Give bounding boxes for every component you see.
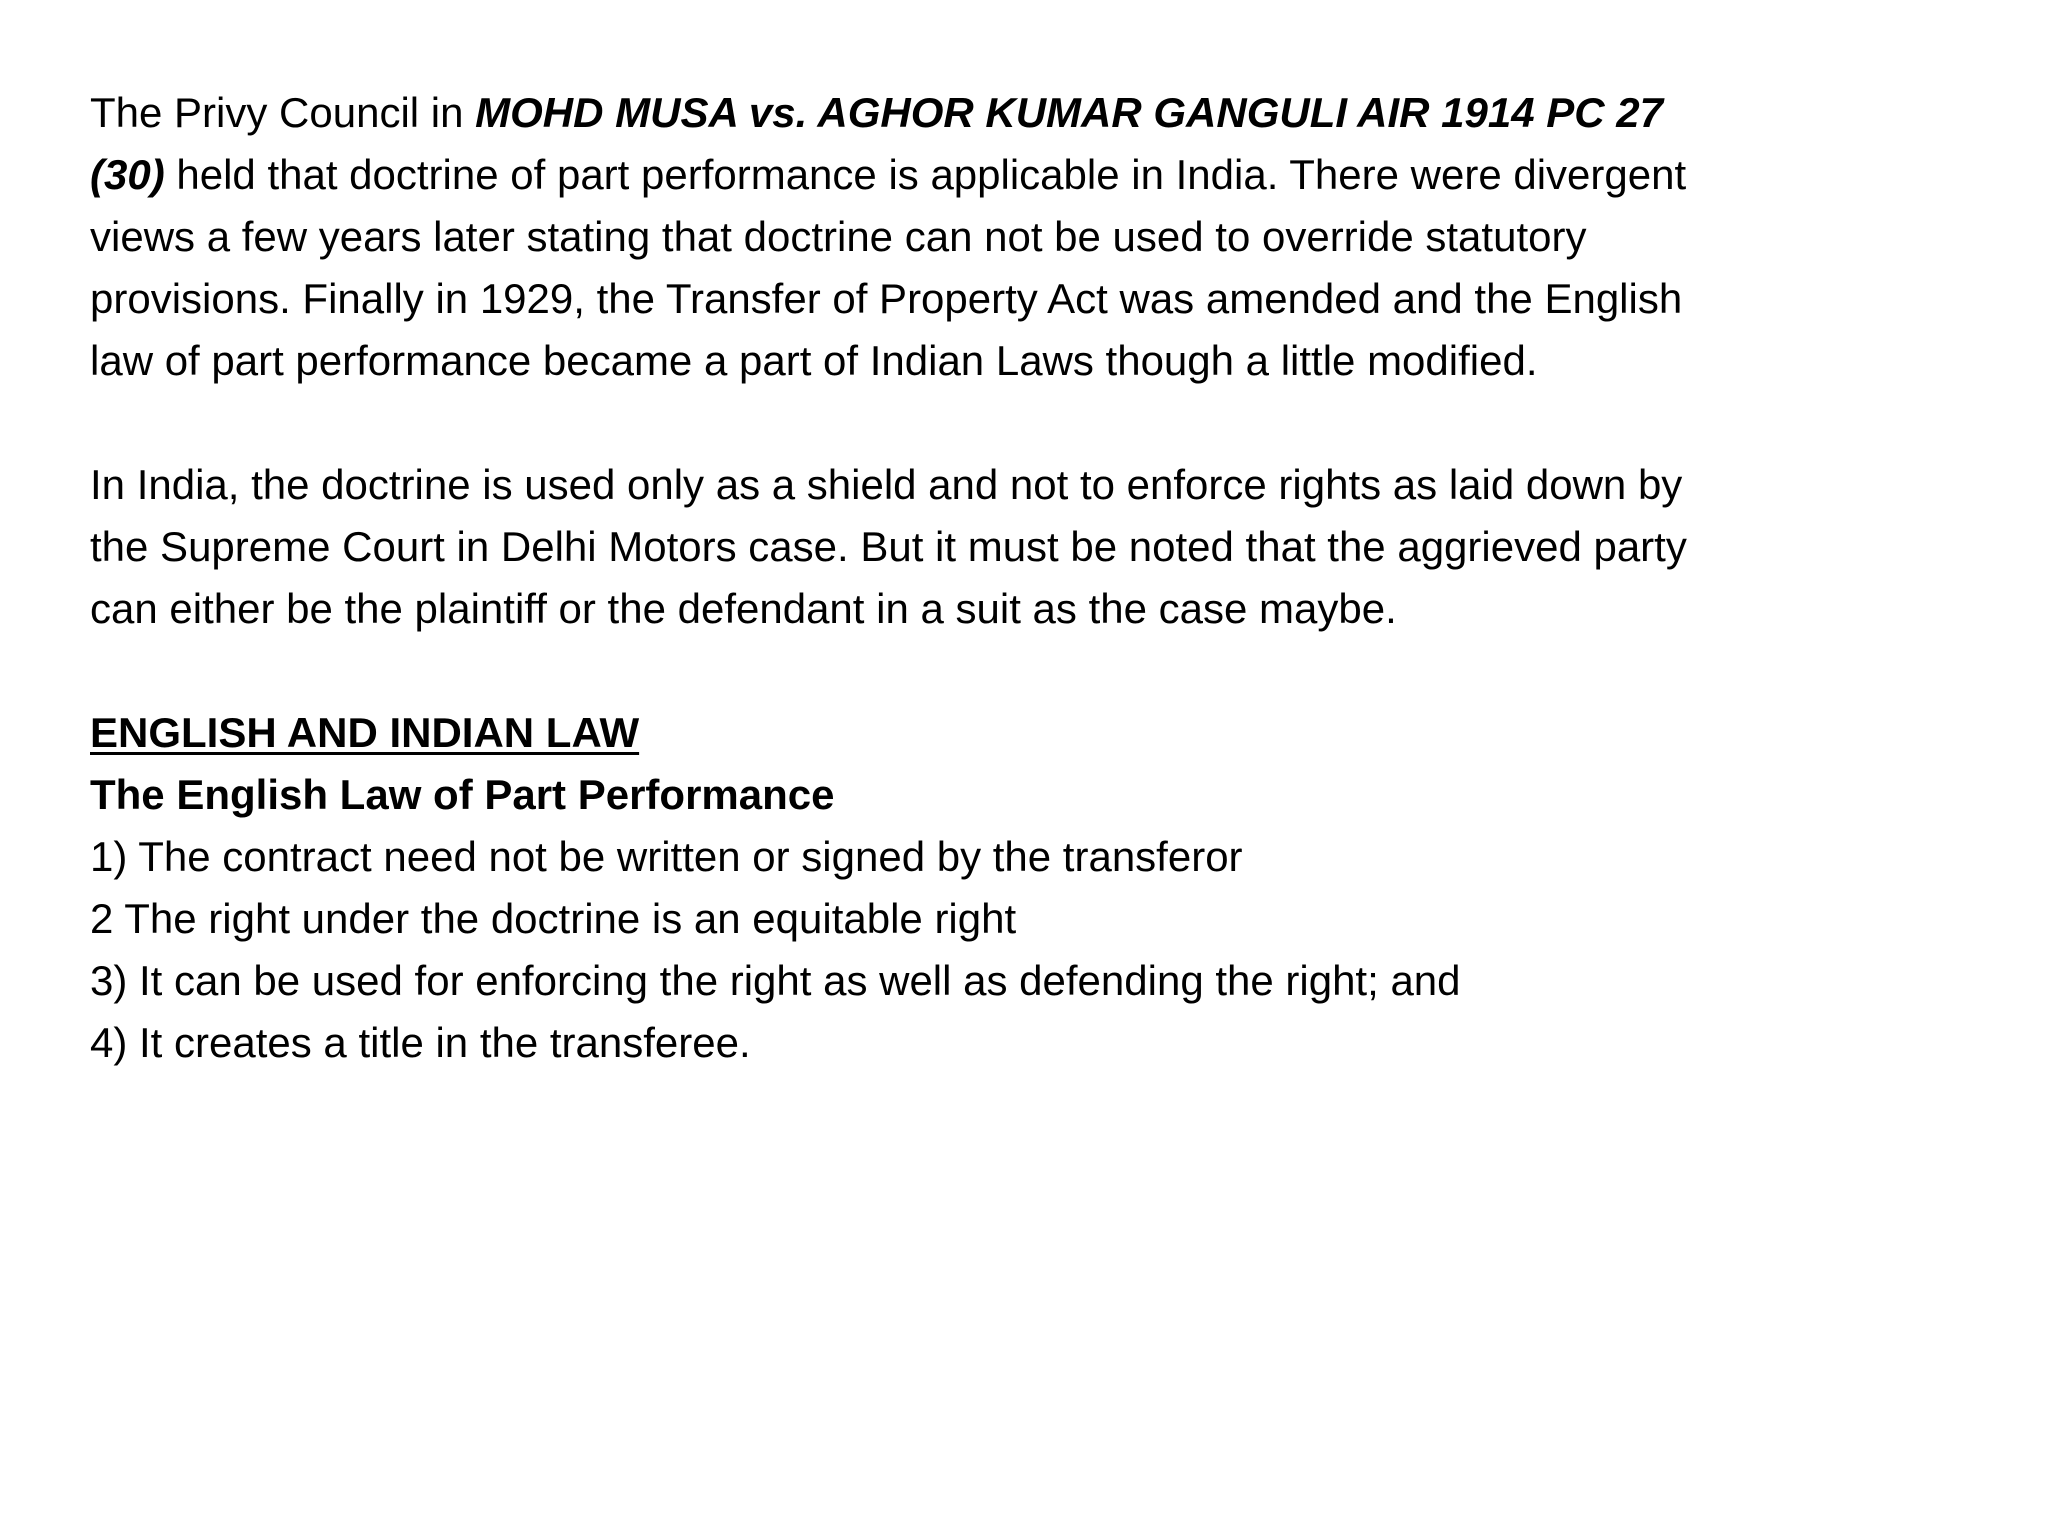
paragraph-line: views a few years later stating that doctrine can not be used to override statutory <box>90 213 1587 260</box>
list-item: 4) It creates a title in the transferee. <box>90 1019 751 1066</box>
paragraph-line: law of part performance became a part of Indian Laws though a little modified. <box>90 337 1538 384</box>
list-item: 1) The contract need not be written or signed by the transferor <box>90 833 1243 880</box>
paragraph-line: can either be the plaintiff or the defendant in a suit as the case maybe. <box>90 585 1397 632</box>
paragraph-line: held that doctrine of part performance is applicable in India. There were divergent <box>164 151 1687 198</box>
list-item: 3) It can be used for enforcing the right as well as defending the right; and <box>90 957 1461 1004</box>
section-heading <box>90 702 1970 764</box>
paragraph-india-doctrine <box>90 454 1970 640</box>
case-citation: (30) <box>90 151 165 198</box>
paragraph-line: the Supreme Court in Delhi Motors case. But it must be noted that the aggrieved party <box>90 523 1687 570</box>
paragraph-line: In India, the doctrine is used only as a shield and not to enforce rights as laid down by <box>90 461 1683 508</box>
paragraph-line: provisions. Finally in 1929, the Transfer of Property Act was amended and the English <box>90 275 1683 322</box>
section-subheading: The English Law of Part Performance <box>90 771 835 818</box>
slide-body <box>90 82 1970 1074</box>
paragraph-lead: The Privy Council in <box>90 89 476 136</box>
section-heading-text: ENGLISH AND INDIAN LAW <box>90 709 640 756</box>
paragraph-privy-council <box>90 82 1970 392</box>
paragraph-spacer <box>90 392 1970 454</box>
list-item: 2 The right under the doctrine is an equitable right <box>90 895 1017 942</box>
case-name: MOHD MUSA vs. AGHOR KUMAR GANGULI AIR 1914 PC 27 <box>475 89 1663 136</box>
paragraph-spacer <box>90 640 1970 702</box>
